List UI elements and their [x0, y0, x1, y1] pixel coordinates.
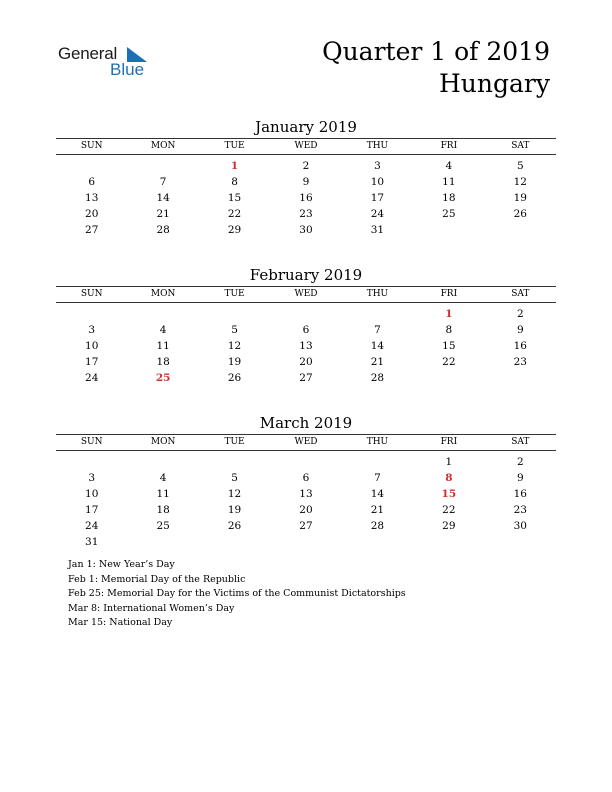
day-cell: 16	[299, 192, 313, 204]
weekday-label: WED	[294, 289, 318, 299]
weekday-header-row	[56, 435, 556, 451]
day-cell	[199, 534, 270, 550]
day-cell: 15	[227, 192, 242, 204]
month-title: February 2019	[249, 266, 363, 284]
weekday-label: TUE	[224, 289, 245, 299]
week-row	[56, 454, 556, 470]
week-row	[56, 206, 556, 222]
day-cell: 10	[85, 340, 99, 352]
day-cell	[56, 158, 127, 174]
holiday-day-cell: 1	[445, 308, 453, 320]
week-row	[56, 158, 556, 174]
week-row	[56, 518, 556, 534]
day-cell: 1	[445, 456, 453, 468]
day-cell: 22	[442, 356, 456, 368]
weekday-label: MON	[150, 141, 176, 151]
day-cell	[413, 222, 484, 238]
day-cell: 24	[85, 520, 99, 532]
day-cell: 15	[442, 340, 456, 352]
day-cell	[270, 534, 341, 550]
day-cell: 16	[513, 488, 527, 500]
day-cell: 11	[156, 488, 170, 500]
logo-text-blue: Blue	[110, 60, 145, 79]
day-cell	[56, 454, 127, 470]
day-cell: 11	[442, 176, 456, 188]
day-cell: 12	[227, 488, 242, 500]
week-row	[56, 534, 556, 550]
day-cell: 6	[302, 324, 310, 336]
day-cell: 2	[302, 160, 310, 172]
day-cell: 4	[159, 324, 167, 336]
day-cell: 2	[516, 308, 524, 320]
day-cell: 5	[516, 160, 524, 172]
day-cell: 13	[85, 192, 99, 204]
day-cell: 21	[156, 208, 170, 220]
day-cell: 22	[442, 504, 456, 516]
weekday-label: TUE	[224, 437, 245, 447]
day-cell: 19	[227, 356, 242, 368]
day-cell: 25	[442, 208, 456, 220]
day-cell: 17	[85, 504, 99, 516]
day-cell: 12	[227, 340, 242, 352]
day-cell: 23	[513, 356, 527, 368]
month-february	[56, 265, 556, 386]
day-cell: 21	[370, 356, 385, 368]
day-cell	[485, 370, 556, 386]
day-cell: 2	[516, 456, 524, 468]
day-cell: 9	[302, 176, 310, 188]
holiday-notes	[68, 558, 406, 631]
weekday-label: SAT	[511, 437, 530, 447]
day-cell: 3	[374, 160, 381, 172]
weekday-label: THU	[366, 141, 389, 151]
day-cell: 28	[370, 372, 385, 384]
day-cell: 14	[370, 340, 385, 352]
holiday-day-cell: 1	[230, 160, 239, 172]
day-cell: 26	[227, 520, 242, 532]
page-title: Quarter 1 of 2019	[322, 37, 550, 66]
country-name: Hungary	[439, 69, 550, 98]
day-cell: 31	[85, 536, 99, 548]
day-cell: 31	[370, 224, 385, 236]
day-cell	[127, 158, 198, 174]
day-cell	[127, 306, 198, 322]
holiday-day-cell: 8	[445, 472, 453, 484]
day-cell: 24	[85, 372, 99, 384]
weekday-label: SAT	[511, 289, 530, 299]
day-cell: 9	[516, 324, 524, 336]
holiday-note: Mar 8: International Women’s Day	[68, 602, 235, 614]
day-cell: 25	[156, 520, 170, 532]
weekday-label: WED	[294, 141, 318, 151]
day-cell: 5	[231, 472, 238, 484]
day-cell	[485, 222, 556, 238]
day-cell: 27	[85, 224, 99, 236]
day-cell: 10	[85, 488, 99, 500]
day-cell: 28	[370, 520, 385, 532]
day-cell: 3	[88, 472, 96, 484]
month-title: January 2019	[255, 118, 357, 136]
week-row	[56, 306, 556, 322]
day-cell	[413, 534, 484, 550]
day-cell	[342, 534, 413, 550]
day-cell: 8	[231, 176, 238, 188]
day-cell: 6	[88, 176, 96, 188]
week-row	[56, 354, 556, 370]
day-cell: 20	[299, 504, 313, 516]
day-cell: 10	[370, 176, 385, 188]
week-row	[56, 190, 556, 206]
day-cell: 17	[85, 356, 99, 368]
day-cell: 18	[156, 504, 170, 516]
day-cell	[342, 306, 413, 322]
weekday-header-row	[56, 139, 556, 155]
day-cell	[413, 370, 484, 386]
day-cell: 26	[227, 372, 242, 384]
day-cell: 11	[156, 340, 170, 352]
day-cell: 22	[227, 208, 242, 220]
logo-text-general: General	[58, 44, 118, 63]
weekday-label: FRI	[440, 289, 458, 299]
holiday-day-cell: 15	[441, 488, 457, 500]
day-cell: 7	[159, 176, 167, 188]
day-cell: 7	[374, 472, 381, 484]
holiday-note: Feb 25: Memorial Day for the Victims of the Communist Dictatorships	[68, 588, 406, 599]
day-cell: 7	[374, 324, 381, 336]
week-row	[56, 322, 556, 338]
weekday-label: THU	[366, 437, 389, 447]
day-cell: 23	[513, 504, 527, 516]
day-cell: 17	[370, 192, 385, 204]
weekday-label: WED	[294, 437, 318, 447]
week-row	[56, 502, 556, 518]
weekday-label: MON	[150, 437, 176, 447]
weekday-label: SAT	[511, 141, 530, 151]
day-cell: 27	[299, 520, 313, 532]
day-cell	[199, 454, 270, 470]
day-cell	[270, 306, 341, 322]
day-cell	[56, 306, 127, 322]
holiday-note: Jan 1: New Year’s Day	[68, 559, 175, 570]
month-march	[56, 413, 556, 550]
weekday-label: SUN	[80, 141, 103, 151]
day-cell: 9	[516, 472, 524, 484]
weekday-label: TUE	[224, 141, 245, 151]
weekday-label: SUN	[80, 289, 103, 299]
day-cell: 28	[156, 224, 170, 236]
day-cell	[199, 306, 270, 322]
day-cell: 13	[299, 488, 313, 500]
holiday-day-cell: 25	[155, 372, 171, 384]
day-cell: 3	[88, 324, 96, 336]
day-cell: 20	[85, 208, 99, 220]
day-cell: 24	[370, 208, 385, 220]
holiday-note: Feb 1: Memorial Day of the Republic	[68, 573, 246, 585]
day-cell: 6	[302, 472, 310, 484]
month-title: March 2019	[259, 414, 353, 432]
weekday-label: FRI	[440, 141, 458, 151]
day-cell: 18	[156, 356, 170, 368]
week-row	[56, 470, 556, 486]
day-cell: 4	[159, 472, 167, 484]
day-cell: 23	[299, 208, 313, 220]
day-cell	[127, 454, 198, 470]
day-cell: 21	[370, 504, 385, 516]
day-cell: 12	[513, 176, 527, 188]
week-row	[56, 486, 556, 502]
day-cell: 14	[156, 192, 170, 204]
weekday-label: FRI	[440, 437, 458, 447]
weekday-label: MON	[150, 289, 176, 299]
day-cell	[342, 454, 413, 470]
day-cell: 19	[513, 192, 527, 204]
day-cell: 26	[513, 208, 527, 220]
day-cell: 29	[442, 520, 456, 532]
day-cell	[127, 534, 198, 550]
logo	[58, 42, 168, 82]
day-cell: 29	[227, 224, 242, 236]
week-row	[56, 174, 556, 190]
day-cell: 30	[299, 224, 313, 236]
day-cell: 16	[513, 340, 527, 352]
day-cell: 19	[227, 504, 242, 516]
week-row	[56, 370, 556, 386]
weekday-header-row	[56, 287, 556, 303]
weekday-label: SUN	[80, 437, 103, 447]
day-cell: 20	[299, 356, 313, 368]
day-cell: 4	[445, 160, 453, 172]
week-row	[56, 338, 556, 354]
day-cell: 13	[299, 340, 313, 352]
holiday-note: Mar 15: National Day	[68, 617, 173, 628]
day-cell: 8	[445, 324, 453, 336]
day-cell: 27	[299, 372, 313, 384]
day-cell: 5	[231, 324, 238, 336]
day-cell	[485, 534, 556, 550]
day-cell	[270, 454, 341, 470]
day-cell: 18	[442, 192, 456, 204]
week-row	[56, 222, 556, 238]
day-cell: 30	[513, 520, 527, 532]
weekday-label: THU	[366, 289, 389, 299]
month-january	[56, 117, 556, 238]
day-cell: 14	[370, 488, 385, 500]
